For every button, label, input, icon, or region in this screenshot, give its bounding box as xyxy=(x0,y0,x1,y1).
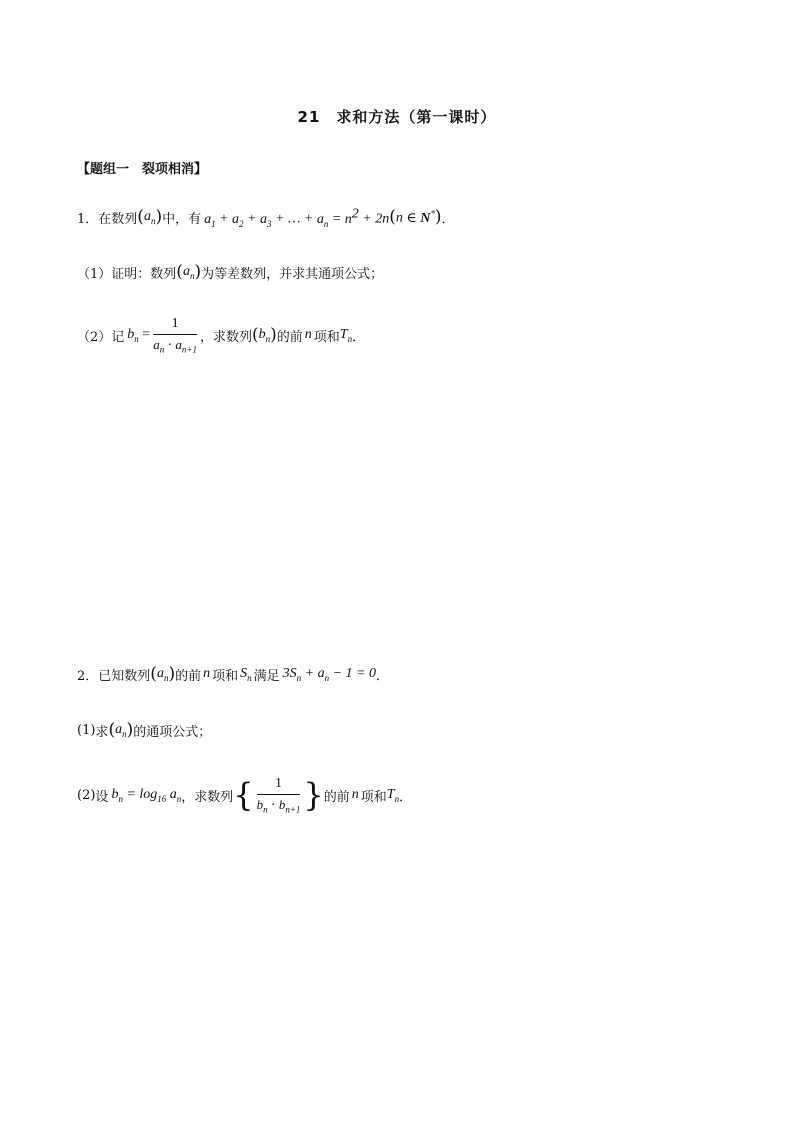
part-label: (2) xyxy=(77,787,96,803)
problem-2-part-2: (2) 设 $b_n = \log_{16} a_n$ ，求数列 { $\frac{1}{b_n \cdot b_{n+1}}$ } 的前 n 项和 $T_n$ ． xyxy=(77,776,413,815)
math-expression: $b_n = \log_{16} a_n$ xyxy=(111,786,182,804)
part-label: (1) xyxy=(77,722,96,738)
part-label: （1） xyxy=(77,266,112,282)
group-heading: 【题组一 裂项相消】 xyxy=(77,162,208,177)
problem-number: 1． xyxy=(77,211,99,227)
page-title: 21 求和方法（第一课时） xyxy=(297,108,497,126)
problem-2-stem: 2． 已知数列 ( $a_n$ ) 的前 n 项和 $S_n$ 满足 $3S_n + a_n - 1 = 0$ ． xyxy=(77,664,389,684)
problem-1-part-2: （2） 记 $b_n$ = $\frac{1}{a_n \cdot a_{n+1}}$ ，求数列 ( $b_n$ ) 的前 n 项和 $T_n$ ． xyxy=(77,316,366,355)
stem-text: 中，有 xyxy=(162,211,202,227)
stem-text: 在数列 xyxy=(98,211,138,227)
problem-1-stem: 1． 在数列 ( $a_n$ ) 中，有 $a_1 + a_2 + a_3$ + … + $a_n = n^2 + 2n$ ( n ∈ N* ) ． xyxy=(77,206,455,229)
condition: n ∈ N* xyxy=(395,207,435,226)
problem-1-part-1: （1） 证明：数列 ( $a_n$ ) 为等差数列，并求其通项公式； xyxy=(77,262,384,282)
fraction: $\frac{1}{a_n \cdot a_{n+1}}$ xyxy=(153,316,197,355)
math-expression: $3S_n + a_n - 1 = 0$ xyxy=(282,665,376,683)
fraction: $\frac{1}{b_n \cdot b_{n+1}}$ xyxy=(256,776,301,815)
math-expression: $a_1 + a_2 + a_3$ + … + $a_n = n^2 + 2n$ xyxy=(204,206,390,229)
part-label: （2） xyxy=(77,329,112,345)
problem-number: 2． xyxy=(77,668,99,684)
problem-2-part-1: (1) 求 ( $a_n$ ) 的通项公式； xyxy=(77,720,212,740)
